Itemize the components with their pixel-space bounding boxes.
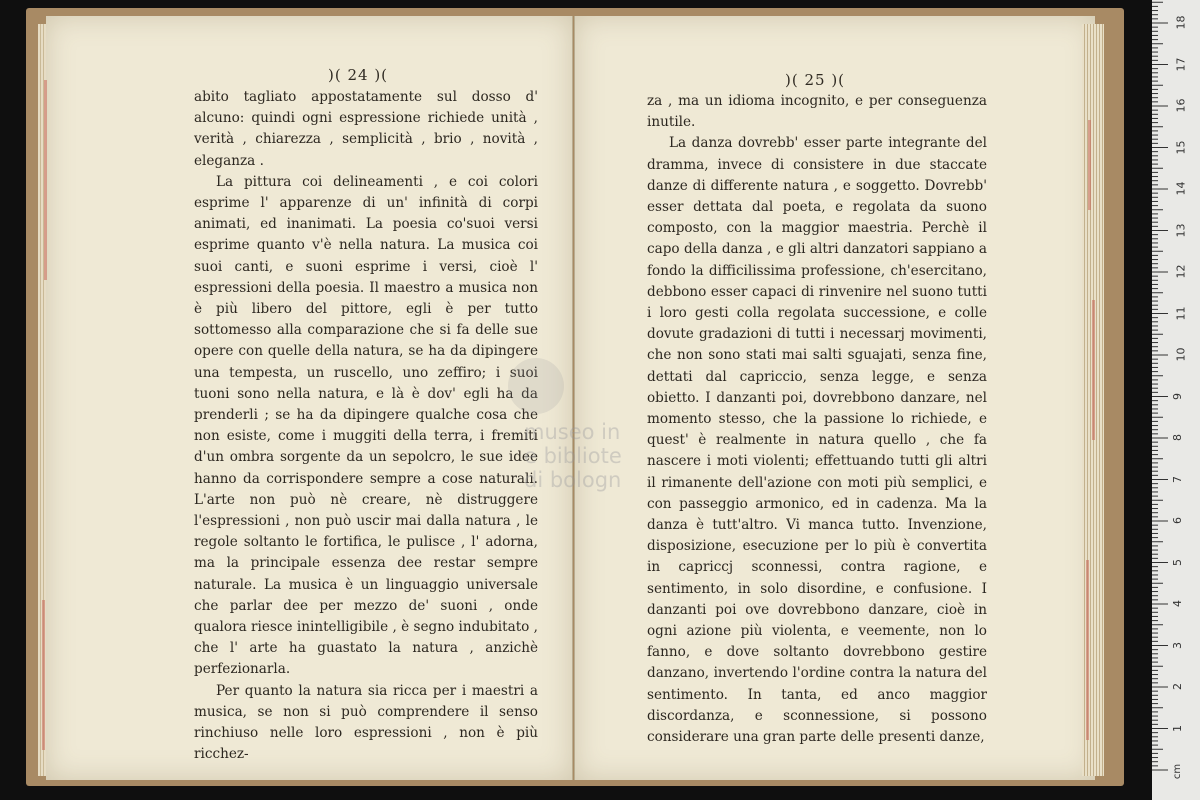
- edge-stain: [42, 600, 45, 750]
- left-paragraph-3: Per quanto la natura sia ricca per i maestri a musica, se non si può comprendere il senso rinchiuso nelle loro espressioni , non è più ricchez-: [194, 682, 538, 763]
- ruler-label: 4: [1171, 600, 1184, 607]
- edge-stain: [1092, 300, 1095, 440]
- ruler-label: 6: [1171, 517, 1184, 524]
- right-paragraph-1: za , ma un idioma incognito, e per conseguenza inutile.: [647, 93, 987, 131]
- ruler-label: 13: [1174, 223, 1188, 237]
- ruler-label: 16: [1174, 98, 1188, 113]
- watermark-line: museo in: [524, 420, 621, 444]
- ruler-label: 17: [1174, 57, 1188, 71]
- ruler-label: 10: [1174, 347, 1188, 362]
- left-page-text: [194, 87, 538, 766]
- right-page-number: )( 25 )(: [785, 71, 846, 89]
- left-paragraph-1: abito tagliato appostatamente sul dosso d' alcuno: quindi ogni espressione richiede unità , verità , chiarezza , semplicità , brio , novità , eleganza .: [194, 89, 538, 169]
- ruler-label: 7: [1171, 475, 1184, 483]
- edge-stain: [1086, 560, 1089, 740]
- library-watermark: [524, 420, 622, 492]
- ruler-label: 8: [1171, 434, 1184, 441]
- measuring-ruler: [1152, 0, 1200, 800]
- right-paragraph-2: La danza dovrebb' esser parte integrante del dramma, invece di consistere in due staccate danze di differente natura , e soggetto. Dovrebb' esser dettata dal poeta, e regolata da suono composto, con la maggior maestria. Perchè il capo della danza , e gli altri danzatori sappiano a fondo la difficilissima professione, ch'esercitano, debbono esser capaci di rinvenire nel suono tutti i loro gesti colla regolata successione, e colle dovute gradazioni di tutti i necessarj movimenti, che non sono stati mai salti sguajati, senza fine, dettati dal capriccio, senza legge, e senza obietto. I danzanti poi, dovrebbono danzare, nel momento stesso, che la passione lo richiede, e quest' è realmente in natura quello , che fa nascere i moti violenti; effettuando tutti gli altri il rimanente dell'azione con moti più semplici, e con passeggio armonico, ed in cadenza. Ma la danza è tutt'altro. Vi manca tutto. Invenzione, disposizione, esecuzione per lo più è convertita in capriccj sconnessi, contra ragione, e sentimento, in solo disordine, e confusione. I danzanti poi ove dovrebbono danzare, cioè in ogni azione più violenta, e veemente, non lo fanno, e dove soltanto dovrebbono gestire danzano, invertendo l'ordine contra la natura del sentimento. In tanta, ed anco maggior discordanza, e sconnessione, si possono considerare una gran parte delle presenti danze,: [647, 135, 987, 746]
- ruler-label: 11: [1174, 306, 1188, 320]
- ruler-label: 12: [1174, 264, 1188, 279]
- watermark-line: di bologn: [524, 468, 622, 492]
- edge-stain: [44, 80, 47, 280]
- watermark-line: e bibliote: [524, 444, 622, 468]
- ruler-label: 9: [1171, 392, 1184, 400]
- ruler-label: 18: [1174, 15, 1188, 30]
- ruler-ticks: [1152, 0, 1200, 800]
- left-page: [46, 16, 573, 780]
- ruler-label: 1: [1171, 724, 1184, 732]
- ruler-label: 14: [1174, 181, 1188, 196]
- ruler-label: 5: [1171, 558, 1184, 566]
- ruler-label: 15: [1174, 140, 1188, 154]
- ruler-unit: cm: [1172, 763, 1184, 780]
- right-page-text: [647, 91, 987, 748]
- left-paragraph-2: La pittura coi delineamenti , e coi colori esprime l' apparenze di un' infinità di corpi animati, ed inanimati. La poesia co'suoi versi esprime quanto v'è nella natura. La musica coi suoi canti, e suoni esprime i versi, cioè l' espressioni della poesia. Il maestro a musica non è più libero del pittore, egli è per tutto sottomesso alla comparazione che si fa delle sue opere con quelle della natura, se ha da dipingere una tempesta, un ruscello, uno zeffiro; i suoi tuoni sono nella natura, e là è dov' egli ha da prenderli ; se ha da dipingere qualche cosa che non esiste, come i muggiti della terra, i fremiti d'un ombra sorgente da un sepolcro, le sue idee hanno da corrispondere sempre a cose naturali. L'arte non può nè creare, nè distruggere l'espressioni , non può uscir mai dalla natura , le regole soltanto le fortifica, le pulisce , l' adorna, ma la principale essenza dee restar sempre naturale. La musica è un linguaggio universale che parlar dee per mezzo de' suoni , onde qualora riesce inintelligibile , è segno indubitato , che l' arte ha guastato la natura , anzichè perfezionarla.: [194, 173, 538, 678]
- ruler-label: 2: [1171, 683, 1184, 690]
- edge-stain: [1088, 120, 1091, 210]
- watermark-logo: [508, 358, 564, 414]
- ruler-label: 3: [1171, 641, 1184, 649]
- right-page: [574, 16, 1095, 780]
- left-page-number: )( 24 )(: [328, 66, 389, 84]
